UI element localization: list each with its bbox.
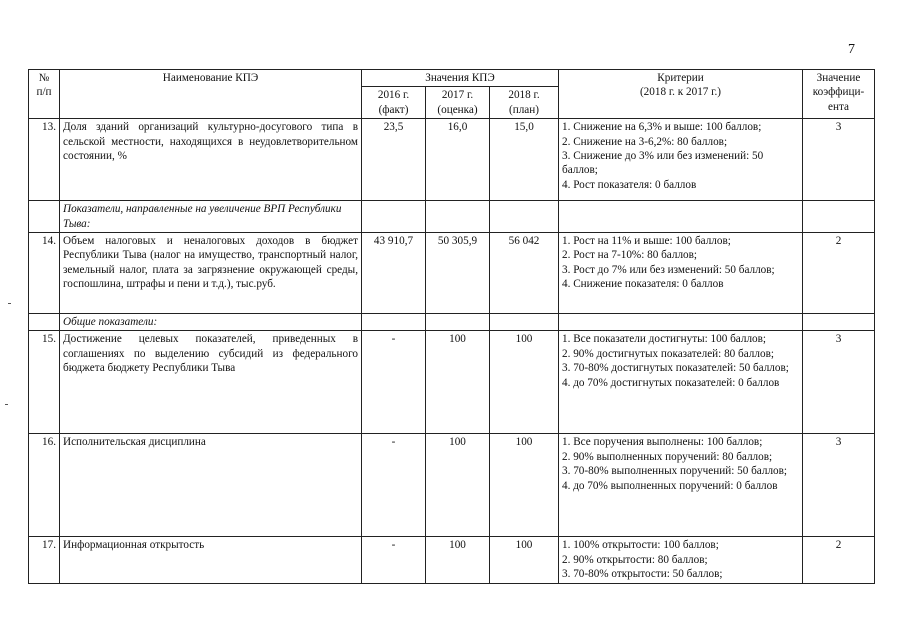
value-2016: 23,5 bbox=[362, 119, 426, 201]
value-2016: - bbox=[362, 537, 426, 583]
indicator-name: Исполнительская дисциплина bbox=[60, 434, 362, 537]
header-row bbox=[29, 70, 875, 87]
criteria-list bbox=[559, 434, 803, 537]
scan-artifact bbox=[8, 303, 11, 304]
criteria-item: 4. Рост показателя: 0 баллов bbox=[562, 178, 697, 191]
value-2017: 50 305,9 bbox=[426, 233, 490, 314]
criteria-item: 2. Рост на 7-10%: 80 баллов; bbox=[562, 249, 698, 262]
criteria-list bbox=[559, 233, 803, 314]
table-row bbox=[29, 331, 875, 434]
header-num bbox=[29, 70, 60, 119]
header-name: Наименование КПЭ bbox=[60, 70, 362, 119]
criteria-item: 4. Снижение показателя: 0 баллов bbox=[562, 278, 724, 291]
header-line: (план) bbox=[509, 103, 539, 116]
coefficient-value: 2 bbox=[803, 233, 875, 314]
value-2018: 100 bbox=[490, 331, 559, 434]
criteria-item: 1. Снижение на 6,3% и выше: 100 баллов; bbox=[562, 121, 762, 134]
criteria-item: 3. Снижение до 3% или без изменений: 50 баллов; bbox=[562, 150, 764, 177]
header-line: ента bbox=[828, 100, 849, 113]
header-line: № bbox=[38, 72, 50, 84]
coefficient-value: 3 bbox=[803, 331, 875, 434]
criteria-item: 2. 90% достигнутых показателей: 80 баллов; bbox=[562, 347, 774, 360]
criteria-list bbox=[559, 537, 803, 583]
header-values-group: Значения КПЭ bbox=[362, 70, 559, 87]
header-line: 2017 г. bbox=[441, 89, 474, 102]
section-label-vrp: Показатели, направленные на увеличение ВРП Республики Тыва: bbox=[60, 201, 362, 233]
header-2016 bbox=[362, 87, 426, 119]
coefficient-value: 2 bbox=[803, 537, 875, 583]
section-label-general: Общие показатели: bbox=[60, 314, 362, 331]
criteria-item: 1. Все показатели достигнуты: 100 баллов; bbox=[562, 333, 767, 346]
criteria-item: 4. до 70% выполненных поручений: 0 баллов bbox=[562, 479, 778, 492]
table-row bbox=[29, 233, 875, 314]
header-line: коэффици- bbox=[812, 86, 865, 99]
table-row bbox=[29, 119, 875, 201]
criteria-item: 3. Рост до 7% или без изменений: 50 баллов; bbox=[562, 263, 775, 276]
criteria-item: 2. 90% выполненных поручений: 80 баллов; bbox=[562, 450, 773, 463]
indicator-name: Информационная открытость bbox=[60, 537, 362, 583]
indicator-name: Доля зданий организаций культурно-досугового типа в сельской местности, находящихся в неудовлетворительном состоянии, % bbox=[60, 119, 362, 201]
criteria-item: 1. Рост на 11% и выше: 100 баллов; bbox=[562, 235, 731, 248]
indicator-name: Объем налоговых и неналоговых доходов в бюджет Республики Тыва (налог на имущество, транспортный налог, земельный налог, плата за загрязнение окружающей среды, госпошлина, штрафы и пени и т.д.), тыс.руб. bbox=[60, 233, 362, 314]
row-number: 15. bbox=[29, 331, 60, 434]
header-line: 2018 г. bbox=[508, 89, 540, 102]
criteria-list bbox=[559, 331, 803, 434]
coefficient-value: 3 bbox=[803, 119, 875, 201]
row-number: 13. bbox=[29, 119, 60, 201]
value-2018: 56 042 bbox=[490, 233, 559, 314]
criteria-item: 2. Снижение на 3-6,2%: 80 баллов; bbox=[562, 135, 728, 148]
header-line: 2016 г. bbox=[377, 89, 410, 102]
header-criteria bbox=[559, 70, 803, 119]
value-2018: 100 bbox=[490, 434, 559, 537]
header-line: (2018 г. к 2017 г.) bbox=[639, 86, 722, 99]
row-number: 16. bbox=[29, 434, 60, 537]
page-number: 7 bbox=[848, 42, 855, 57]
table-row bbox=[29, 434, 875, 537]
value-2017: 100 bbox=[426, 434, 490, 537]
criteria-item: 1. Все поручения выполнены: 100 баллов; bbox=[562, 436, 763, 449]
row-number: 17. bbox=[29, 537, 60, 583]
value-2016: - bbox=[362, 434, 426, 537]
criteria-item: 1. 100% открытости: 100 баллов; bbox=[562, 539, 719, 552]
criteria-list bbox=[559, 119, 803, 201]
criteria-item: 4. до 70% достигнутых показателей: 0 баллов bbox=[562, 376, 780, 389]
header-line: (факт) bbox=[378, 103, 409, 116]
value-2016: - bbox=[362, 331, 426, 434]
header-coef bbox=[803, 70, 875, 119]
value-2018: 100 bbox=[490, 537, 559, 583]
row-number: 14. bbox=[29, 233, 60, 314]
value-2018: 15,0 bbox=[490, 119, 559, 201]
criteria-item: 3. 70-80% достигнутых показателей: 50 баллов; bbox=[562, 362, 789, 375]
kpi-table bbox=[28, 69, 875, 584]
value-2016: 43 910,7 bbox=[362, 233, 426, 314]
section-row bbox=[29, 314, 875, 331]
indicator-name: Достижение целевых показателей, приведенных в соглашениях по выделению субсидий из федерального бюджета бюджету Республики Тыва bbox=[60, 331, 362, 434]
section-row bbox=[29, 201, 875, 233]
value-2017: 100 bbox=[426, 331, 490, 434]
header-line: (оценка) bbox=[437, 103, 478, 116]
header-2017 bbox=[426, 87, 490, 119]
table-row bbox=[29, 537, 875, 583]
header-2018 bbox=[490, 87, 559, 119]
header-line: п/п bbox=[36, 86, 52, 99]
scan-artifact bbox=[5, 404, 8, 405]
value-2017: 100 bbox=[426, 537, 490, 583]
criteria-item: 3. 70-80% выполненных поручений: 50 баллов; bbox=[562, 465, 788, 478]
value-2017: 16,0 bbox=[426, 119, 490, 201]
coefficient-value: 3 bbox=[803, 434, 875, 537]
criteria-item: 2. 90% открытости: 80 баллов; bbox=[562, 553, 708, 566]
criteria-item: 3. 70-80% открытости: 50 баллов; bbox=[562, 568, 723, 581]
header-line: Значение bbox=[816, 72, 861, 84]
header-line: Критерии bbox=[657, 72, 704, 84]
